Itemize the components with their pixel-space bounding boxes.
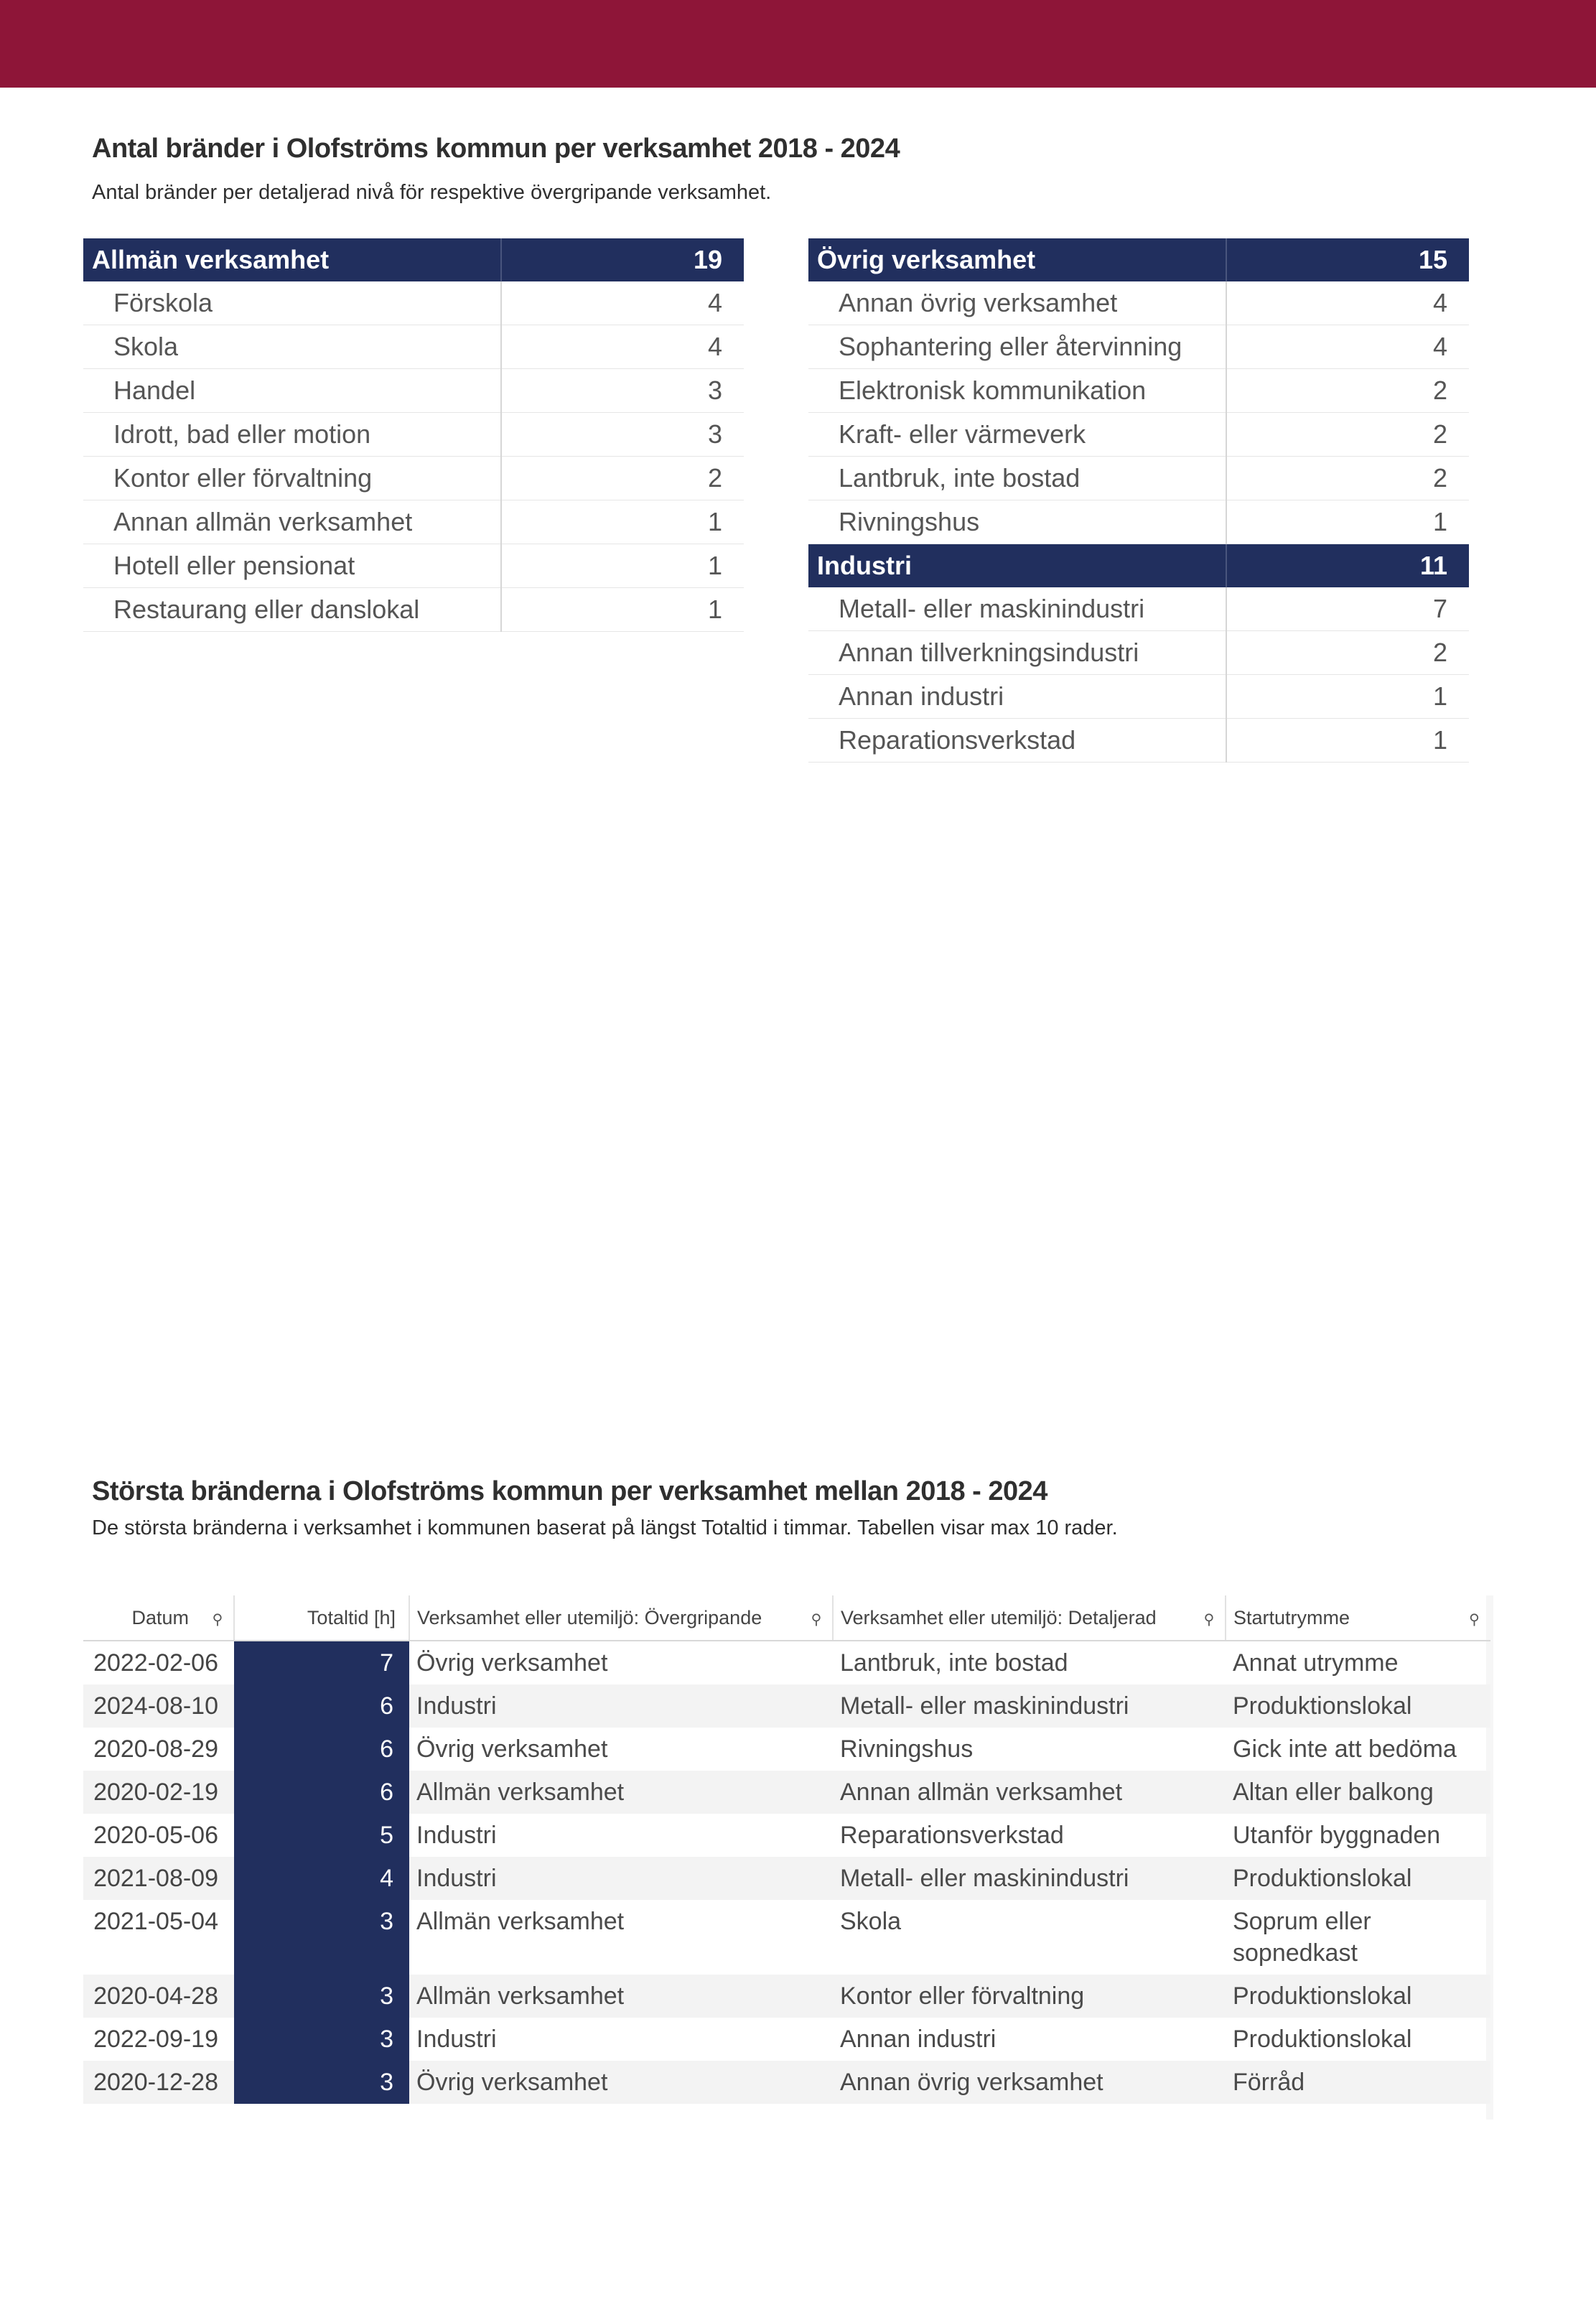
- table-row[interactable]: [83, 281, 744, 325]
- row-count: 2: [1226, 369, 1469, 413]
- cell-overgripande: Industri: [409, 1684, 833, 1728]
- cell-totaltid: 3: [234, 2018, 409, 2061]
- cell-totaltid: 6: [234, 1728, 409, 1771]
- cell-startutrymme: Gick inte att bedöma: [1233, 1735, 1457, 1763]
- group-label: Allmän verksamhet: [83, 238, 501, 281]
- cell-overgripande: Industri: [416, 2026, 497, 2053]
- cell-datum: 2022-02-06: [93, 1649, 218, 1677]
- cell-datum: 2021-08-09: [83, 1857, 234, 1900]
- column-header-datum[interactable]: Datum: [83, 1595, 202, 1641]
- row-count: 1: [1226, 719, 1469, 763]
- cell-startutrymme: Annat utrymme: [1233, 1649, 1399, 1677]
- cell-detaljerad: Metall- eller maskinindustri: [833, 1684, 1226, 1728]
- row-label: Sophantering eller återvinning: [808, 325, 1226, 369]
- cell-totaltid: 5: [234, 1814, 409, 1857]
- group-count: 15: [1226, 238, 1469, 281]
- cell-startutrymme: Altan eller balkong: [1226, 1771, 1490, 1814]
- row-count: 7: [1226, 587, 1469, 631]
- table-row[interactable]: [83, 500, 744, 544]
- group-header-row[interactable]: [808, 544, 1469, 588]
- cell-detaljerad: Reparationsverkstad: [840, 1822, 1064, 1849]
- row-count: 2: [1226, 631, 1469, 675]
- row-label: Metall- eller maskinindustri: [808, 587, 1226, 631]
- row-count: 2: [1226, 413, 1469, 457]
- cell-startutrymme: Förråd: [1226, 2061, 1490, 2104]
- row-label: Restaurang eller danslokal: [83, 588, 501, 632]
- row-count: 1: [1226, 675, 1469, 719]
- row-count: 4: [1226, 325, 1469, 369]
- cell-overgripande: Allmän verksamhet: [409, 1975, 833, 2018]
- table-row[interactable]: [83, 588, 744, 632]
- row-label: Kraft- eller värmeverk: [808, 413, 1226, 457]
- top-banner: [0, 0, 1596, 88]
- table-row[interactable]: [83, 369, 744, 413]
- table-row[interactable]: [808, 631, 1469, 675]
- cell-totaltid: 3: [234, 1975, 409, 2018]
- cell-detaljerad: Annan industri: [840, 2026, 997, 2053]
- magnifier-icon[interactable]: [1458, 1595, 1490, 1641]
- cell-detaljerad: Skola: [840, 1908, 902, 1935]
- table-row[interactable]: [808, 281, 1469, 325]
- cell-totaltid: 7: [234, 1641, 409, 1684]
- table-row[interactable]: [83, 1771, 1490, 1814]
- cell-datum: 2020-05-06: [93, 1822, 218, 1849]
- largest-fires-table: [83, 1595, 1490, 2104]
- table-row[interactable]: [808, 675, 1469, 719]
- row-count: 1: [501, 588, 744, 632]
- row-count: 1: [1226, 500, 1469, 544]
- cell-totaltid: 6: [234, 1684, 409, 1728]
- cell-overgripande: Övrig verksamhet: [409, 2061, 833, 2104]
- table-row[interactable]: [83, 325, 744, 369]
- cell-datum: 2020-12-28: [83, 2061, 234, 2104]
- row-label: Elektronisk kommunikation: [808, 369, 1226, 413]
- row-label: Rivningshus: [808, 500, 1226, 544]
- table-row[interactable]: [83, 1814, 1490, 1857]
- cell-detaljerad: Annan övrig verksamhet: [833, 2061, 1226, 2104]
- cell-startutrymme: Produktionslokal: [1226, 1975, 1490, 2018]
- row-count: 2: [1226, 457, 1469, 500]
- row-count: 3: [501, 369, 744, 413]
- search-glyph: ⚲: [212, 1611, 223, 1628]
- group-label: Industri: [808, 544, 1226, 588]
- table-row[interactable]: [83, 1900, 1490, 1975]
- table-row[interactable]: [83, 2061, 1490, 2104]
- row-count: 2: [501, 457, 744, 500]
- table-row[interactable]: [83, 544, 744, 588]
- row-label: Handel: [83, 369, 501, 413]
- row-label: Förskola: [83, 281, 501, 325]
- table-row[interactable]: [83, 413, 744, 457]
- summary-table-allman: [83, 238, 744, 632]
- row-label: Kontor eller förvaltning: [83, 457, 501, 500]
- column-header-startutrymme[interactable]: Startutrymme: [1226, 1595, 1458, 1641]
- search-glyph: ⚲: [1203, 1611, 1215, 1628]
- table-row[interactable]: [83, 1857, 1490, 1900]
- cell-detaljerad: Metall- eller maskinindustri: [833, 1857, 1226, 1900]
- cell-detaljerad: Rivningshus: [840, 1735, 974, 1763]
- magnifier-icon[interactable]: [801, 1595, 833, 1641]
- cell-datum: 2024-08-10: [83, 1684, 234, 1728]
- cell-overgripande: Industri: [409, 1857, 833, 1900]
- magnifier-icon[interactable]: [1193, 1595, 1226, 1641]
- cell-datum: 2020-04-28: [83, 1975, 234, 2018]
- cell-startutrymme: Produktionslokal: [1233, 2026, 1412, 2053]
- row-label: Annan övrig verksamhet: [808, 281, 1226, 325]
- summary-table-ovrig-industri: [808, 238, 1469, 763]
- cell-startutrymme: Produktionslokal: [1226, 1857, 1490, 1900]
- cell-detaljerad: Lantbruk, inte bostad: [840, 1649, 1068, 1677]
- cell-datum: 2021-05-04: [93, 1908, 218, 1935]
- group-label: Övrig verksamhet: [808, 238, 1226, 281]
- cell-overgripande: Industri: [416, 1822, 497, 1849]
- cell-overgripande: Allmän verksamhet: [409, 1771, 833, 1814]
- cell-datum: 2022-09-19: [93, 2026, 218, 2053]
- row-count: 1: [501, 500, 744, 544]
- cell-overgripande: Övrig verksamhet: [416, 1649, 608, 1677]
- group-count: 19: [501, 238, 744, 281]
- row-label: Lantbruk, inte bostad: [808, 457, 1226, 500]
- table-header-row: [83, 1595, 1490, 1641]
- section-subtitle-largest-fires: De största bränderna i verksamhet i kommunen baserat på längst Totaltid i timmar. Tabellen visar max 10 rader.: [92, 1516, 1118, 1539]
- cell-datum: 2020-02-19: [83, 1771, 234, 1814]
- table-row[interactable]: [83, 1684, 1490, 1728]
- table-row[interactable]: [808, 719, 1469, 763]
- cell-startutrymme: Utanför byggnaden: [1233, 1822, 1441, 1849]
- row-label: Annan industri: [808, 675, 1226, 719]
- cell-totaltid: 3: [234, 2061, 409, 2104]
- cell-overgripande: Allmän verksamhet: [416, 1908, 625, 1935]
- group-count: 11: [1226, 544, 1469, 588]
- column-header-totaltid[interactable]: Totaltid [h]: [234, 1595, 409, 1641]
- magnifier-icon[interactable]: [202, 1595, 234, 1641]
- row-count: 4: [1226, 281, 1469, 325]
- table-row[interactable]: [83, 457, 744, 500]
- table-row[interactable]: [808, 587, 1469, 631]
- cell-totaltid: 3: [234, 1900, 409, 1975]
- table-row[interactable]: [83, 1975, 1490, 2018]
- cell-totaltid: 6: [234, 1771, 409, 1814]
- section-title-largest-fires: Största bränderna i Olofströms kommun per verksamhet mellan 2018 - 2024: [92, 1476, 1047, 1506]
- row-label: Reparationsverkstad: [808, 719, 1226, 763]
- row-count: 4: [501, 281, 744, 325]
- table-row[interactable]: [83, 1641, 1490, 1684]
- cell-totaltid: 4: [234, 1857, 409, 1900]
- group-header-row[interactable]: [83, 238, 744, 281]
- column-header-detaljerad[interactable]: Verksamhet eller utemiljö: Detaljerad: [833, 1595, 1193, 1641]
- group-header-row[interactable]: [808, 238, 1469, 281]
- cell-startutrymme: Soprum eller sopnedkast: [1233, 1908, 1371, 1967]
- cell-startutrymme: Produktionslokal: [1226, 1684, 1490, 1728]
- cell-datum: 2020-08-29: [93, 1735, 218, 1763]
- section-title-fire-count: Antal bränder i Olofströms kommun per verksamhet 2018 - 2024: [92, 134, 900, 164]
- row-count: 3: [501, 413, 744, 457]
- table-row[interactable]: [83, 1728, 1490, 1771]
- row-count: 4: [501, 325, 744, 369]
- search-glyph: ⚲: [811, 1611, 822, 1628]
- search-glyph: ⚲: [1469, 1611, 1480, 1628]
- table-row[interactable]: [83, 2018, 1490, 2061]
- column-header-overgripande[interactable]: Verksamhet eller utemiljö: Övergripande: [409, 1595, 801, 1641]
- cell-detaljerad: Kontor eller förvaltning: [833, 1975, 1226, 2018]
- table-row[interactable]: [808, 500, 1469, 544]
- section-subtitle-fire-count: Antal bränder per detaljerad nivå för respektive övergripande verksamhet.: [92, 181, 772, 204]
- cell-overgripande: Övrig verksamhet: [416, 1735, 608, 1763]
- row-count: 1: [501, 544, 744, 588]
- row-label: Hotell eller pensionat: [83, 544, 501, 588]
- row-label: Annan allmän verksamhet: [83, 500, 501, 544]
- table-row[interactable]: [808, 325, 1469, 369]
- row-label: Annan tillverkningsindustri: [808, 631, 1226, 675]
- table-row[interactable]: [808, 369, 1469, 413]
- cell-detaljerad: Annan allmän verksamhet: [833, 1771, 1226, 1814]
- table-row[interactable]: [808, 413, 1469, 457]
- row-label: Skola: [83, 325, 501, 369]
- row-label: Idrott, bad eller motion: [83, 413, 501, 457]
- table-row[interactable]: [808, 457, 1469, 500]
